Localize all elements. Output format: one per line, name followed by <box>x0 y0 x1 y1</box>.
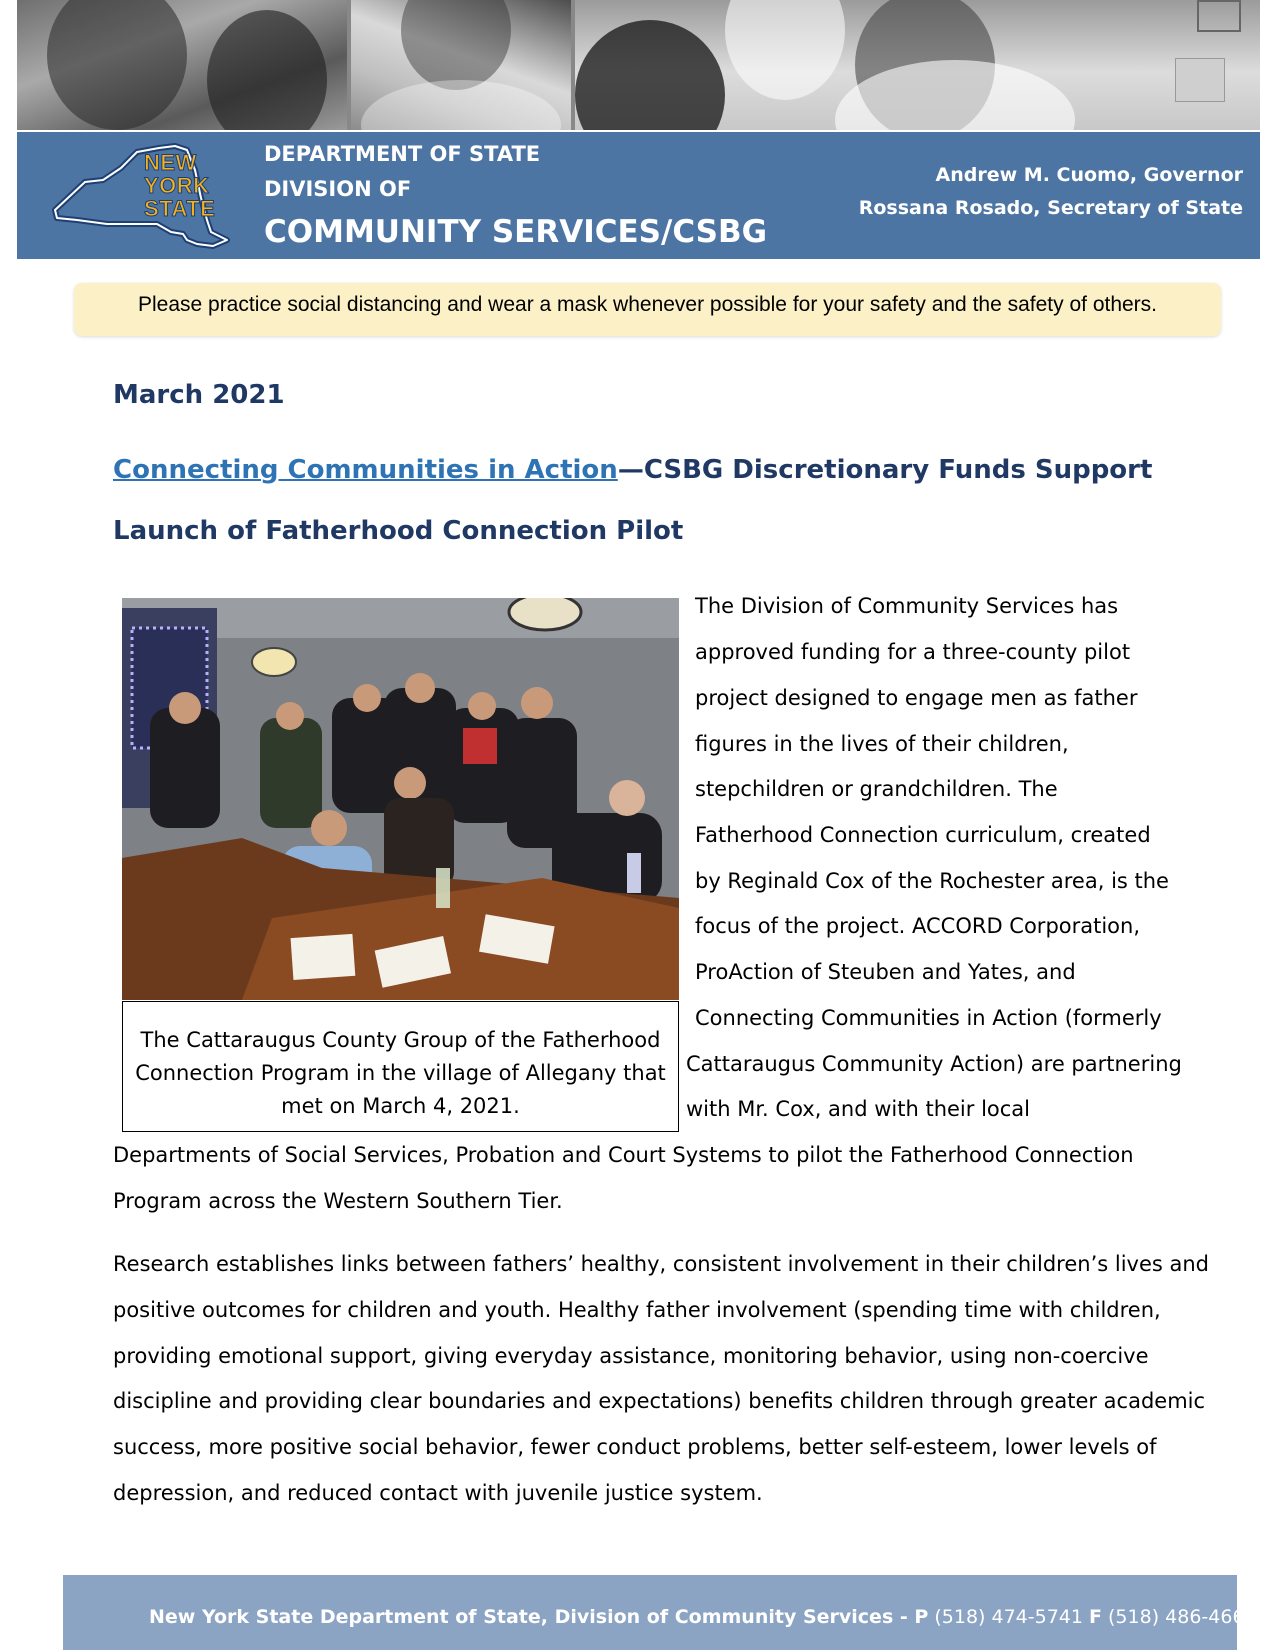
issue-date: March 2021 <box>113 380 285 410</box>
division-title: DIVISION OF <box>264 177 412 201</box>
headline-text: —CSBG Discretionary Funds Support <box>617 455 1153 485</box>
body-text-line: discipline and providing clear boundaries and expectations) benefits children through greater academic <box>113 1389 1206 1413</box>
logo-word-state: STATE <box>144 196 216 221</box>
logo-word-york: YORK <box>144 173 210 198</box>
fatherhood-group-photo <box>122 598 679 1000</box>
body-text-line: by Reginald Cox of the Rochester area, is the <box>695 869 1169 893</box>
header-photo-students <box>17 0 347 130</box>
body-text-line: approved funding for a three-county pilot <box>695 640 1131 664</box>
body-text-line: success, more positive social behavior, fewer conduct problems, better self-esteem, lower levels of <box>113 1435 1157 1459</box>
group-photo-illustration <box>122 598 679 1000</box>
body-text-line: depression, and reduced contact with juvenile justice system. <box>113 1481 763 1505</box>
body-text-line: Departments of Social Services, Probation and Court Systems to pilot the Fatherhood Connection <box>113 1143 1134 1167</box>
department-title: DEPARTMENT OF STATE <box>264 142 541 166</box>
body-text-line: Connecting Communities in Action (formerly <box>695 1006 1162 1030</box>
body-text-line: stepchildren or grandchildren. The <box>695 777 1058 801</box>
body-text-line: positive outcomes for children and youth. Healthy father involvement (spending time with children, <box>113 1298 1161 1322</box>
caption-line: The Cattaraugus County Group of the Fatherhood <box>140 1028 661 1052</box>
safety-notice: Please practice social distancing and wear a mask whenever possible for your safety and the safety of others. <box>74 283 1221 336</box>
caption-line: met on March 4, 2021. <box>281 1094 520 1118</box>
body-text-line: Cattaraugus Community Action) are partnering <box>686 1052 1182 1076</box>
body-text-line: Fatherhood Connection curriculum, created <box>695 823 1151 847</box>
headline-line-2: Launch of Fatherhood Connection Pilot <box>113 516 684 546</box>
governor-name: Andrew M. Cuomo, Governor <box>935 164 1243 186</box>
photo-caption <box>122 1001 679 1132</box>
footer-org: New York State Department of State, Division of Community Services - <box>149 1606 915 1628</box>
body-text-line: Program across the Western Southern Tier. <box>113 1189 563 1213</box>
header-photo-chefs <box>575 0 1260 130</box>
headline-link[interactable]: Connecting Communities in Action <box>113 455 618 485</box>
headline-line-1 <box>113 455 1152 485</box>
phone-number: (518) 474-5741 <box>928 1606 1089 1628</box>
body-text-line: ProAction of Steuben and Yates, and <box>695 960 1076 984</box>
body-text-line: with Mr. Cox, and with their local <box>686 1097 1030 1121</box>
fax-label: F <box>1089 1606 1102 1628</box>
footer-bar <box>63 1575 1257 1650</box>
footer-contact <box>149 1606 1257 1628</box>
header-photo-strip <box>17 0 1260 130</box>
header-banner <box>17 132 1260 259</box>
body-text-line: figures in the lives of their children, <box>695 732 1069 756</box>
division-name: COMMUNITY SERVICES/CSBG <box>264 214 768 250</box>
fax-number: (518) 486-4663 <box>1101 1606 1257 1628</box>
body-text-line: focus of the project. ACCORD Corporation, <box>695 914 1141 938</box>
body-text-line: The Division of Community Services has <box>695 594 1119 618</box>
secretary-name: Rossana Rosado, Secretary of State <box>858 197 1243 219</box>
caption-line: Connection Program in the village of Allegany that <box>135 1061 666 1085</box>
phone-label: P <box>914 1606 929 1628</box>
body-text-line: project designed to engage men as father <box>695 686 1138 710</box>
logo-word-new: NEW <box>144 150 197 175</box>
body-text-line: providing emotional support, giving everyday assistance, monitoring behavior, using non-coercive <box>113 1344 1149 1368</box>
header-photo-computer-user <box>351 0 571 130</box>
body-text-line: Research establishes links between fathers’ healthy, consistent involvement in their children’s lives and <box>113 1252 1209 1276</box>
